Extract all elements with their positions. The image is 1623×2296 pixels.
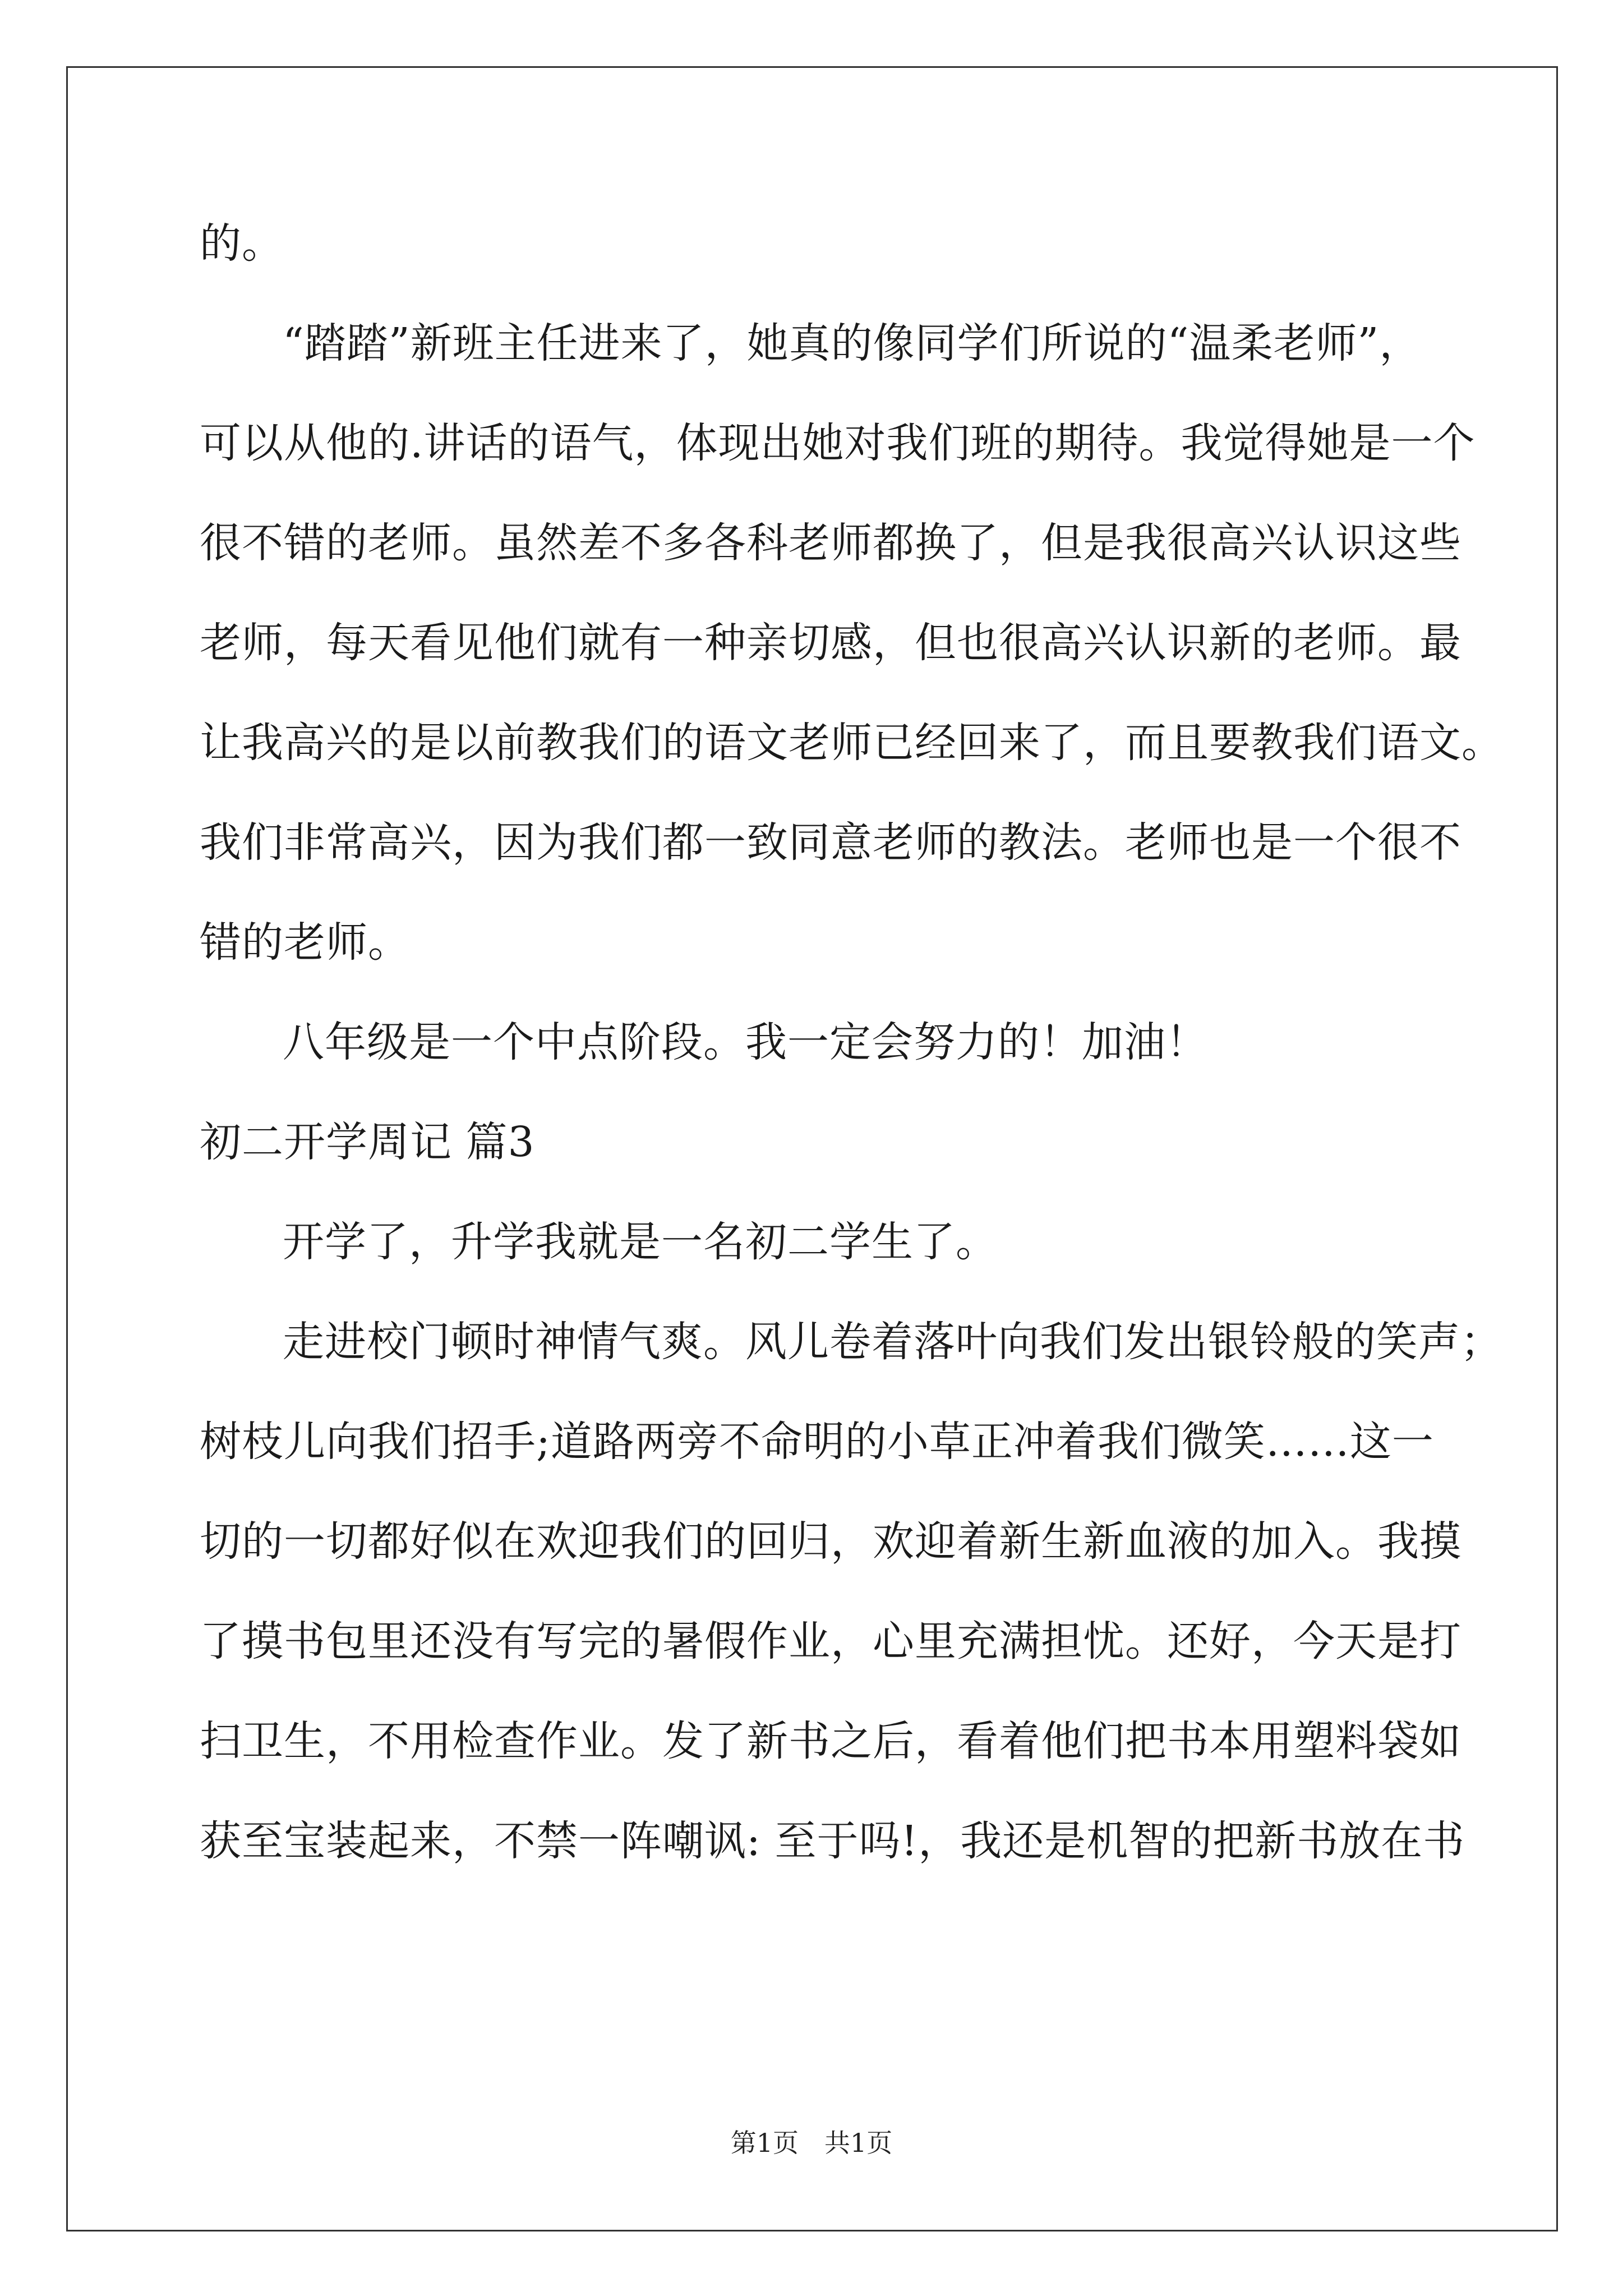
page-number-footer: 第1页 共1页 bbox=[730, 2128, 893, 2158]
text-line: 可以从他的.讲话的语气，体现出她对我们班的期待。我觉得她是一个 bbox=[200, 419, 1476, 467]
text-line: 获至宝装起来，不禁一阵嘲讽: 至于吗!，我还是机智的把新书放在书 bbox=[200, 1817, 1465, 1865]
section-heading: 初二开学周记 篇3 bbox=[200, 1118, 535, 1166]
text-line: 错的老师。 bbox=[200, 918, 410, 967]
text-line: 老师，每天看见他们就有一种亲切感，但也很高兴认识新的老师。最 bbox=[200, 619, 1461, 667]
text-line: 八年级是一个中点阶段。我一定会努力的！加油！ bbox=[283, 1018, 1208, 1066]
text-line: 开学了，升学我就是一名初二学生了。 bbox=[283, 1218, 998, 1266]
text-line: 树枝儿向我们招手;道路两旁不命明的小草正冲着我们微笑……这一 bbox=[200, 1418, 1434, 1466]
text-line: 了摸书包里还没有写完的暑假作业，心里充满担忧。还好，今天是打 bbox=[200, 1617, 1461, 1665]
document-body bbox=[200, 194, 1504, 1891]
text-line: 的。 bbox=[200, 219, 284, 268]
text-line: 让我高兴的是以前教我们的语文老师已经回来了，而且要教我们语文。 bbox=[200, 719, 1504, 767]
text-line: 我们非常高兴，因为我们都一致同意老师的教法。老师也是一个很不 bbox=[200, 818, 1461, 867]
text-line: “踏踏”新班主任进来了，她真的像同学们所说的“温柔老师”， bbox=[283, 319, 1422, 367]
text-line: 切的一切都好似在欢迎我们的回归，欢迎着新生新血液的加入。我摸 bbox=[200, 1517, 1461, 1566]
text-line: 扫卫生，不用检查作业。发了新书之后，看着他们把书本用塑料袋如 bbox=[200, 1717, 1461, 1765]
text-line: 走进校门顿时神情气爽。风儿卷着落叶向我们发出银铃般的笑声； bbox=[283, 1318, 1502, 1366]
text-line: 很不错的老师。虽然差不多各科老师都换了，但是我很高兴认识这些 bbox=[200, 519, 1461, 567]
